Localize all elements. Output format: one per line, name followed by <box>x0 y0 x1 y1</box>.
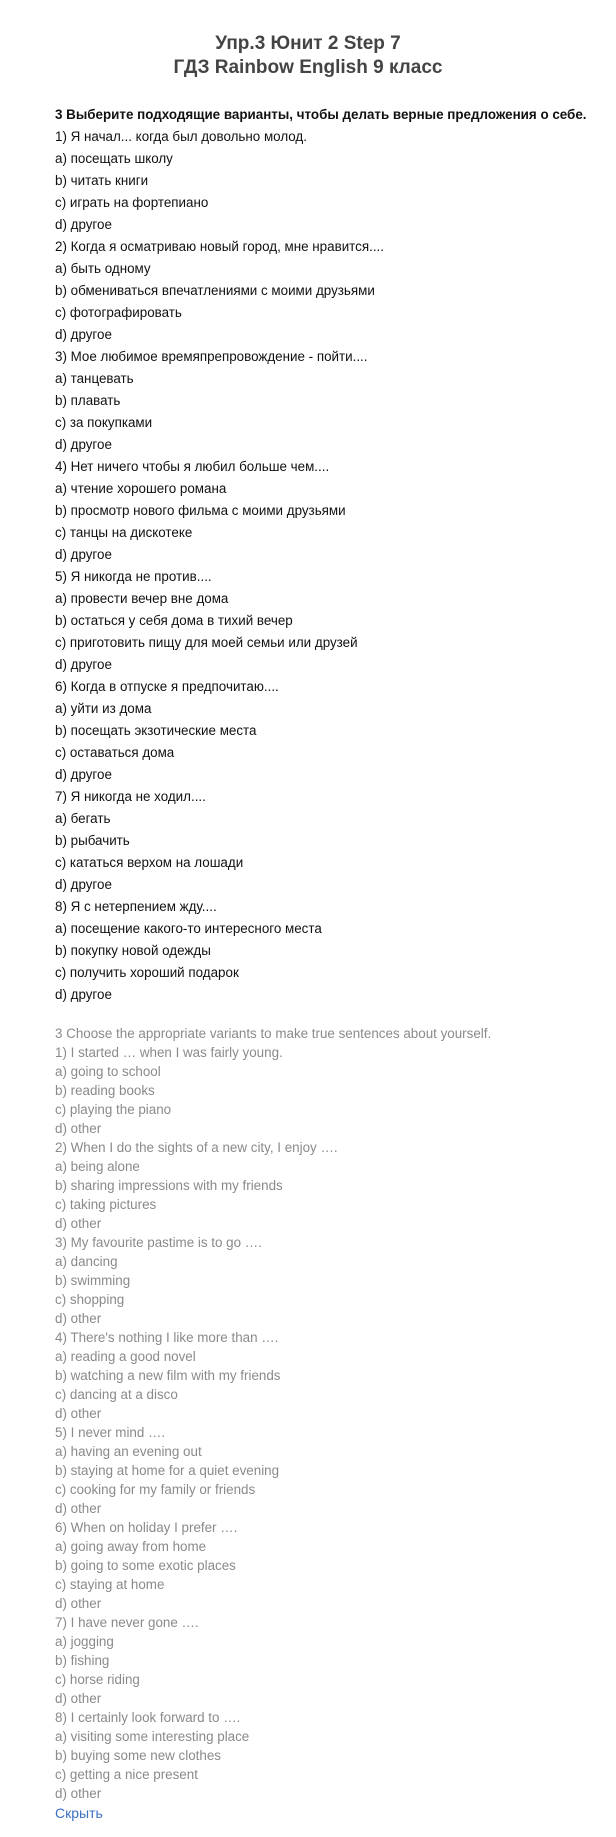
title-line-2: ГДЗ Rainbow English 9 класс <box>173 57 443 78</box>
english-line: a) visiting some interesting place <box>55 1729 250 1744</box>
english-line: b) fishing <box>55 1653 110 1668</box>
english-line: 3) My favourite pastime is to go …. <box>55 1235 262 1250</box>
english-line: b) sharing impressions with my friends <box>55 1178 283 1193</box>
russian-task-heading: 3 Выберите подходящие варианты, чтобы делать верные предложения о себе. <box>55 107 587 122</box>
english-line: a) going to school <box>55 1064 161 1079</box>
english-line: c) shopping <box>55 1292 125 1307</box>
russian-line: d) другое <box>55 767 112 782</box>
english-line: d) other <box>55 1501 102 1516</box>
russian-line: 5) Я никогда не против.... <box>55 569 212 584</box>
english-line: b) going to some exotic places <box>55 1558 236 1573</box>
russian-line: 3) Мое любимое времяпрепровождение - пойти.... <box>55 349 368 364</box>
english-line: d) other <box>55 1311 102 1326</box>
russian-line: a) посещение какого-то интересного места <box>55 921 322 936</box>
russian-line: c) приготовить пищу для моей семьи или друзей <box>55 635 358 650</box>
english-line: b) staying at home for a quiet evening <box>55 1463 280 1478</box>
english-line: b) reading books <box>55 1083 155 1098</box>
russian-line: d) другое <box>55 877 112 892</box>
english-line: a) going away from home <box>55 1539 207 1554</box>
english-line: 8) I certainly look forward to …. <box>55 1710 241 1725</box>
russian-line: c) за покупками <box>55 415 153 430</box>
english-line: a) having an evening out <box>55 1444 202 1459</box>
english-line: a) reading a good novel <box>55 1349 196 1364</box>
russian-line: d) другое <box>55 217 112 232</box>
english-line: a) being alone <box>55 1159 140 1174</box>
russian-translation-block <box>55 104 616 1006</box>
russian-line: 2) Когда я осматриваю новый город, мне нравится.... <box>55 239 384 254</box>
russian-line: b) просмотр нового фильма с моими друзьями <box>55 503 346 518</box>
russian-line: c) кататься верхом на лошади <box>55 855 244 870</box>
english-line: a) jogging <box>55 1634 114 1649</box>
hide-link[interactable]: Скрыть <box>55 1805 103 1821</box>
russian-line: 8) Я с нетерпением жду.... <box>55 899 217 914</box>
english-lines <box>55 1024 616 1803</box>
russian-line: c) оставаться дома <box>55 745 175 760</box>
russian-line: b) обмениваться впечатлениями с моими друзьями <box>55 283 375 298</box>
english-line: c) getting a nice present <box>55 1767 198 1782</box>
russian-line: c) фотографировать <box>55 305 182 320</box>
russian-line: c) танцы на дискотеке <box>55 525 193 540</box>
english-line: c) dancing at a disco <box>55 1387 178 1402</box>
english-line: a) dancing <box>55 1254 118 1269</box>
russian-line: c) получить хороший подарок <box>55 965 239 980</box>
english-line: c) taking pictures <box>55 1197 157 1212</box>
russian-line: b) посещать экзотические места <box>55 723 257 738</box>
russian-line: 1) Я начал... когда был довольно молод. <box>55 129 307 144</box>
english-line: d) other <box>55 1121 102 1136</box>
english-line: c) playing the piano <box>55 1102 172 1117</box>
english-line: b) watching a new film with my friends <box>55 1368 281 1383</box>
english-line: b) swimming <box>55 1273 131 1288</box>
english-line: d) other <box>55 1216 102 1231</box>
russian-line: a) быть одному <box>55 261 151 276</box>
russian-line: b) рыбачить <box>55 833 130 848</box>
russian-line: d) другое <box>55 437 112 452</box>
english-line: 5) I never mind …. <box>55 1425 166 1440</box>
english-line: c) cooking for my family or friends <box>55 1482 256 1497</box>
english-line: c) staying at home <box>55 1577 165 1592</box>
english-line: c) horse riding <box>55 1672 140 1687</box>
page-title <box>55 32 561 80</box>
russian-line: a) провести вечер вне дома <box>55 591 229 606</box>
english-line: 6) When on holiday I prefer …. <box>55 1520 238 1535</box>
russian-line: a) чтение хорошего романа <box>55 481 227 496</box>
russian-lines <box>55 126 616 1006</box>
russian-line: d) другое <box>55 327 112 342</box>
russian-line: 6) Когда в отпуске я предпочитаю.... <box>55 679 279 694</box>
english-line: b) buying some new clothes <box>55 1748 221 1763</box>
russian-line: 7) Я никогда не ходил.... <box>55 789 206 804</box>
russian-line: d) другое <box>55 547 112 562</box>
english-line: d) other <box>55 1691 102 1706</box>
english-line: d) other <box>55 1786 102 1801</box>
english-line: 3 Choose the appropriate variants to make true sentences about yourself. <box>55 1026 492 1041</box>
russian-line: b) остаться у себя дома в тихий вечер <box>55 613 293 628</box>
english-line: 7) I have never gone …. <box>55 1615 199 1630</box>
russian-line: a) танцевать <box>55 371 134 386</box>
russian-line: a) посещать школу <box>55 151 173 166</box>
russian-line: c) играть на фортепиано <box>55 195 209 210</box>
title-line-1: Упр.3 Юнит 2 Step 7 <box>215 33 401 54</box>
english-line: 4) There's nothing I like more than …. <box>55 1330 279 1345</box>
russian-line: b) читать книги <box>55 173 149 188</box>
english-original-block <box>55 1024 616 1803</box>
russian-line: b) покупку новой одежды <box>55 943 211 958</box>
russian-line: 4) Нет ничего чтобы я любил больше чем.... <box>55 459 330 474</box>
english-line: 2) When I do the sights of a new city, I enjoy …. <box>55 1140 338 1155</box>
english-line: 1) I started … when I was fairly young. <box>55 1045 283 1060</box>
russian-line: d) другое <box>55 657 112 672</box>
russian-line: b) плавать <box>55 393 121 408</box>
russian-line: a) уйти из дома <box>55 701 152 716</box>
russian-line: d) другое <box>55 987 112 1002</box>
english-line: d) other <box>55 1596 102 1611</box>
english-line: d) other <box>55 1406 102 1421</box>
russian-line: a) бегать <box>55 811 111 826</box>
